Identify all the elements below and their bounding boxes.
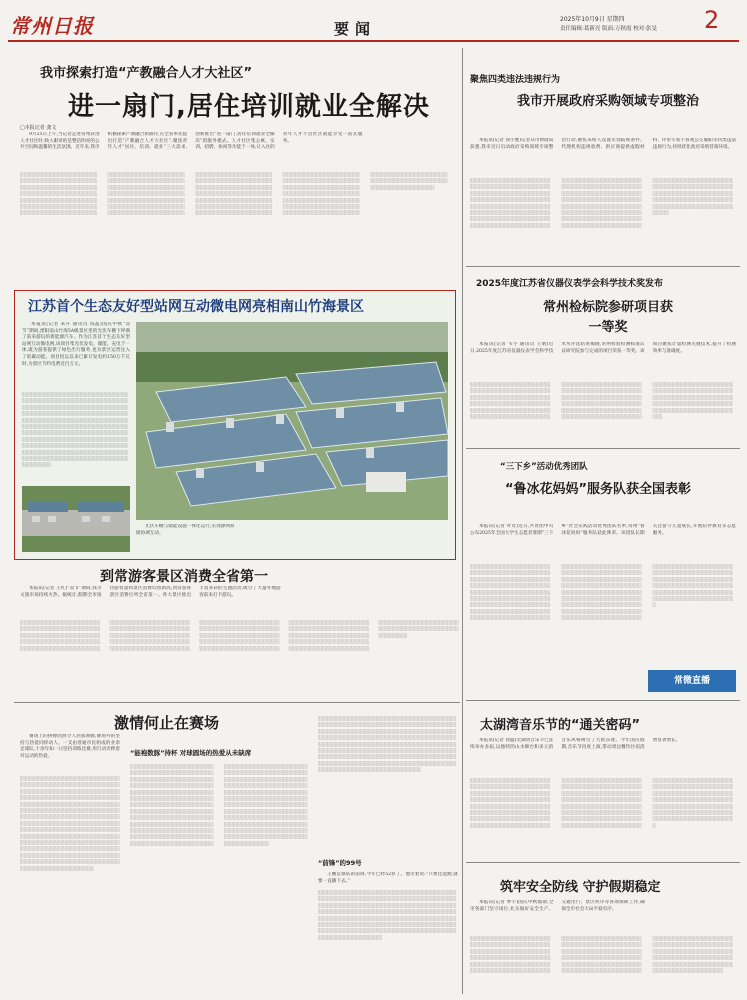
procurement-body-filler: ░░░░░░░░░░░░░░░░░░░░░░░░░░░░░░░░░░░░░░░░░░░░░░░░░░░░░░░░░░░░░░░░░░░░░░░░░░░░░░░░░░░░░░░░░░░░░░░░░░░░░░░░░░░░░░░░░░░░░░░░░░░░░░░░░░░░░░░░░░░░░░░░░░░░░░░░░░░░░░░░░░░░░░░░░░░░░░░░░░░░░░░░░░░░░░░░░░░░░░░░░░░░░░░░░░░░░░░░░░░░░░░░░░░░░░░░░░░░░░░░░░░░░░░░░░░░░░░░░░░░░░░░░░░░░░░░░░░░░░░░░░░░░░░░░░░░░░░░░░░░░░░░░░░░░░░░░░░░░░░░░░░░░░░░░░░░░░░░░░░░░░░░░░░░░░░░░░░░░░░░░░░░░░░░░░░░░░░░░░░░░░░░░░░░░░░░░░░░░░░░░░░░░░░░░░░░░░░░░░░░░░░░░░░░░░░░░░░░░░░░░░░░░░░░░░░░░░░░░░░░░░░░░░░░░░░░░░░░░░░░░░░░░░░░░░░░░░░░░░░░░░░░░░░░░░░░░░░░░░░░░░░░░░░░░░ xyxy=(470,178,734,228)
parking-lot-illustration xyxy=(22,486,130,552)
live-stream-badge[interactable]: 常微直播 xyxy=(648,670,736,692)
solar-carport-photo xyxy=(136,322,448,520)
feature-body-text: 本报讯(记者 朱卉 通讯员 钱晶)国庆中秋“双节”期间,溧阳南山竹海5A级景区里的光伏车棚下停满了前来游玩的新能源汽车。作为江苏首个生态友好型站网互动微电网,该项目集光伏发电、储能、充电于一体,既为游客提供了绿色出行服务,也为景区运营注入了低碳动能。项目投运以来已累计发电约150万千瓦时,为景区节约电费近百万元。 xyxy=(22,322,130,367)
newspaper-logo: 常州日报 xyxy=(10,14,94,38)
sports-col-right-filler: ░░░░░░░░░░░░░░░░░░░░░░░░░░░░░░░░░░░░░░░░░░░░░░░░░░░░░░░░░░░░░░░░░░░░░░░░░░░░░░░░░░░░░░░░░░░░░░░░░░░░░░░░░░░░░░░░░░░░░░░░░░░░░░░░░░░░░░░░░░░░░░░░░░░░░░░░░░░░░░░░░░░░░░░░░░░░░░░░░░░░░░░░░░░░░░░░░░░░░░░░░░░░░░░░░░░░░░░░░░░░░░░░░░░░░░░░░░░░░░░░░░░░░░░░░░░░░░░░░░░░░░░░░░░░░░░░░░░░░░░░░░░░░░░░░░░░░░░░░░░░░░░░░░░░░░░░░░░░░░░░░░░░░░░░░░░░░░░░░░░░░░░░░░░░░░░░░░░░░░░░░░░░░░░░░░░░░░░░ xyxy=(318,716,457,773)
volunteer-body-filler: ░░░░░░░░░░░░░░░░░░░░░░░░░░░░░░░░░░░░░░░░░░░░░░░░░░░░░░░░░░░░░░░░░░░░░░░░░░░░░░░░░░░░░░░░░░░░░░░░░░░░░░░░░░░░░░░░░░░░░░░░░░░░░░░░░░░░░░░░░░░░░░░░░░░░░░░░░░░░░░░░░░░░░░░░░░░░░░░░░░░░░░░░░░░░░░░░░░░░░░░░░░░░░░░░░░░░░░░░░░░░░░░░░░░░░░░░░░░░░░░░░░░░░░░░░░░░░░░░░░░░░░░░░░░░░░░░░░░░░░░░░░░░░░░░░░░░░░░░░░░░░░░░░░░░░░░░░░░░░░░░░░░░░░░░░░░░░░░░░░░░░░░░░░░░░░░░░░░░░░░░░░░░░░░░░░░░░░░░░░░░░░░░░░░░░░░░░░░░░░░░░░░░░░░░░░░░░░░░░░░░░░░░░░░░░░░░░░░░░░░░░░░░░░░░░░░░░░░░░░░░░░░░░░░░░░░░░░░░░░░░░░░░░░░░░░░░░░░░░░░░░░░░░░░░░░░░░░░░░░░░░░░░░░░░░░░░░░░░░░░░░░░░░░░░░░░░░░░░░░░░░░░░░░░░░░░░░░░░░░░░░░░░░░░░░░░░░░░░░░░░░ xyxy=(470,564,734,621)
sports-subheadline: “能袍数豚”持杯 对球圆场的热爱从未缺席 xyxy=(130,749,252,757)
feature-caption-text: 光伏车棚与储能设施一体化运行,实现源网荷储协调互动。 xyxy=(136,524,235,536)
award-body-filler: ░░░░░░░░░░░░░░░░░░░░░░░░░░░░░░░░░░░░░░░░░░░░░░░░░░░░░░░░░░░░░░░░░░░░░░░░░░░░░░░░░░░░░░░░░░░░░░░░░░░░░░░░░░░░░░░░░░░░░░░░░░░░░░░░░░░░░░░░░░░░░░░░░░░░░░░░░░░░░░░░░░░░░░░░░░░░░░░░░░░░░░░░░░░░░░░░░░░░░░░░░░░░░░░░░░░░░░░░░░░░░░░░░░░░░░░░░░░░░░░░░░░░░░░░░░░░░░░░░░░░░░░░░░░░░░░░░░░░░░░░░░░░░░░░░░░░░░░░░░░░░░░░░░░░░░░░░░░░░░░░░░░░░░░░░░░░░░░░░░░░░░░░░░░░░░░░░░░░░░░░░░░░░░░░░░░░░░░░░░░░░░░░░░░░░░░░░░░░░░░░░░░░░░░░░░░░░░░░░░░░░░░░░░░░ xyxy=(470,382,734,420)
sports-body-filler: ░░░░░░░░░░░░░░░░░░░░░░░░░░░░░░░░░░░░░░░░░░░░░░░░░░░░░░░░░░░░░░░░░░░░░░░░░░░░░░░░░░░░░░░░░░░░░░░░░░░░░░░░░░░░░░░░░░░░░░░░░░░░░░░░░░░░░░░░░░░░░░░░░░░░░░░░░░░░░░░░░░░░░░░░░░░░░░░░░░░░░░░░░░░░░░░░░░░░░░░░░░░░░░░░░░░░░░░░░░░░░░░░░░░░░░░░░░░░░░░░░░░░░░░░░░░░░░░░░░░░░░░░░░░░░░░░░░░░░░░░░░░░░░░░░░░░░░░░░░░░░░░░░░░░░░░░░░░░░░░░░░░░░░░░░░░░░░░░░░░░░░░░░░░░░░░░░░░░░░░░░░░░░░░░░░░░░░░░░░░░░░░░░░░░░░░░░░░░░░░░░░░░░░░░░░░░░░░░░░░░░░░░░░░░░░░░░░░░░░░░░░░░░░░░░░░░░░░░░ xyxy=(20,776,120,871)
music-body-text: 本报讯(记者 徐盛)太湖湾音乐节已连续举办多届,以独特的山水舞台和多元的音乐风格吸引了大批乐迷。今年国庆假期,音乐节再度上演,带动周边餐饮住宿消费显著增长。 xyxy=(470,738,681,750)
sports-headline: 激情何止在赛场 xyxy=(114,714,220,732)
divider-safety xyxy=(466,862,740,863)
lead-body-text: 9月25日上午,当记者走进常州武进人才社区时,映入眼帘的是整洁明亮的公共空间和温馨的生活氛围。近年来,我市积极探索产教融合新路径,在全省率先提出打造“产教融合人才大社区”,聚焦青年人才“居住、培训、就业”三大需求,创新推出“进一扇门,居住培训就业全解决”的服务模式。人才社区集公寓、实训、招聘、休闲等功能于一体,让入住的青年人才不出社区就能享受一站式服务。 xyxy=(20,132,363,151)
lead-byline: □本报记者 龚文 xyxy=(20,125,57,131)
feature-body-filler: ░░░░░░░░░░░░░░░░░░░░░░░░░░░░░░░░░░░░░░░░░░░░░░░░░░░░░░░░░░░░░░░░░░░░░░░░░░░░░░░░░░░░░░░░░░░░░░░░░░░░░░░░░░░░░░░░░░░░░░░░░░░░░░░░░░░░░░░░░░░░░░░░░░░░░░░░░░░░░░░░░░░░░░░░░░░░░░░░░░░░░░░░░░░░░░░░░░░░░░░░░░░░░░░░░░░░░░░░░░░░░░░░░░░░░░░░░░░░░░░░░░░░░░░░░░░░░░░░░░░░░░░░░░░░░░░░░░░░░░░░░░░░░░░░░░░░░░░░░░░░░░░░░░░░░░░░░░░░░░░░░░░░░░░░░░░░░░░░░░░░░░░░░░░░░░░░░░░░░░░░░░░░░░░░░░░░ xyxy=(22,392,129,468)
masthead-rule xyxy=(8,40,739,42)
lead-body-filler: ░░░░░░░░░░░░░░░░░░░░░░░░░░░░░░░░░░░░░░░░░░░░░░░░░░░░░░░░░░░░░░░░░░░░░░░░░░░░░░░░░░░░░░░░░░░░░░░░░░░░░░░░░░░░░░░░░░░░░░░░░░░░░░░░░░░░░░░░░░░░░░░░░░░░░░░░░░░░░░░░░░░░░░░░░░░░░░░░░░░░░░░░░░░░░░░░░░░░░░░░░░░░░░░░░░░░░░░░░░░░░░░░░░░░░░░░░░░░░░░░░░░░░░░░░░░░░░░░░░░░░░░░░░░░░░░░░░░░░░░░░░░░░░░░░░░░░░░░░░░░░░░░░░░░░░░░░░░░░░░░░░░░░░░░░░░░░░░░░░░░░░░░░░░░░░░░░░░░░░░░░░░░░░░░░░░░░░░░░░░░░░░░░░░░░░░░░░░░░░░░░░░░░░░░░░░░░░░░░░░░░░░░░░░░░░░░░░░░░░░░░░░░░░░░░░░░░░░░░░░░░░░░░░░░░░░░░░░░░░░░░░░░░░░░░░░░░░░░░░░░░░░░░░░░░░░░░░░░░░░░░░░░░░░░░░░░░░░░░░░░░░░░░░░░░░░░░░░░░░░░░░░░░░░░░░░░░░░░░░░░░░░░░░░░░░░░░░░░░░░░░░░░░░░░░░░░░░░░░░░░░░░░░░░░░░░░░░░░░░░░░░░░░░░░░░░░░░░░░░░░░░░░░░░░░░░░░░░░░░░░░░░░░░░░░░░░░░░░░░░░░░░░░░░░░░░░░░░░░░░░░░░░░░░░░░░░░░░░░░░░ xyxy=(20,172,448,216)
column-divider xyxy=(462,48,463,994)
sports-body-text: 赛场上的拼搏固然令人热血沸腾,赛场外的坚持与热爱同样动人。一支由普通市民组成的业余足球队,十余年如一日坚持训练比赛,用行动诠释着对运动的热爱。 xyxy=(20,734,120,759)
feature-headline: 江苏首个生态友好型站网互动微电网亮相南山竹海景区 xyxy=(28,299,364,315)
safety-body-filler: ░░░░░░░░░░░░░░░░░░░░░░░░░░░░░░░░░░░░░░░░░░░░░░░░░░░░░░░░░░░░░░░░░░░░░░░░░░░░░░░░░░░░░░░░░░░░░░░░░░░░░░░░░░░░░░░░░░░░░░░░░░░░░░░░░░░░░░░░░░░░░░░░░░░░░░░░░░░░░░░░░░░░░░░░░░░░░░░░░░░░░░░░░░░░░░░░░░░░░░░░░░░░░░░░░░░░░░░░░░░░░░░░░░░░░░░░░░░░░░░░░░░░░░░░░░░░░░░░░░░░░░░░░░░░░░░░░░░░░░░░░░░░░░░░░░░░░░░░░░░░░░░░░░░░░░░░░░░░░░░░░░░░░░░░░░░░░░░░░░░░░░░░░░░░░░░░░░░░░░░░░░░░░░░░░░░░░░░░░░░░░░░░░░░░░░░░░░░░░░░░░░░░░░░░░░░░░░░░░░░░░░░░░░░░░░░░░░░░░░░░░░░░░░░ xyxy=(470,936,734,974)
music-body-filler: ░░░░░░░░░░░░░░░░░░░░░░░░░░░░░░░░░░░░░░░░░░░░░░░░░░░░░░░░░░░░░░░░░░░░░░░░░░░░░░░░░░░░░░░░░░░░░░░░░░░░░░░░░░░░░░░░░░░░░░░░░░░░░░░░░░░░░░░░░░░░░░░░░░░░░░░░░░░░░░░░░░░░░░░░░░░░░░░░░░░░░░░░░░░░░░░░░░░░░░░░░░░░░░░░░░░░░░░░░░░░░░░░░░░░░░░░░░░░░░░░░░░░░░░░░░░░░░░░░░░░░░░░░░░░░░░░░░░░░░░░░░░░░░░░░░░░░░░░░░░░░░░░░░░░░░░░░░░░░░░░░░░░░░░░░░░░░░░░░░░░░░░░░░░░░░░░░░░░░░░░░░░░░░░░░░░░░░░░░░░░░░░░░░░░░░░░░░░░░░░░░░░░░░░░░░░░░░░░░░░░░░░░░░░░░░░░░░░░░░░░░░░░░░░░░░░░░░░░░░░░░░░░░░░░░░░░░░░░░░░░░░░░░░░░░░░░░░░░░░░░░░░░░░░░░░░░░░░░░░░░░░░░░░░░░░░░░░░░░░░░░░░░░░░░░░░░░░░░░░░░░░░░░░░░░░░░░░░░ xyxy=(470,778,734,828)
page-number: 2 xyxy=(704,6,720,34)
divider-music xyxy=(466,700,740,701)
section-title: 要闻 xyxy=(334,20,377,38)
consumption-body-filler: ░░░░░░░░░░░░░░░░░░░░░░░░░░░░░░░░░░░░░░░░░░░░░░░░░░░░░░░░░░░░░░░░░░░░░░░░░░░░░░░░░░░░░░░░░░░░░░░░░░░░░░░░░░░░░░░░░░░░░░░░░░░░░░░░░░░░░░░░░░░░░░░░░░░░░░░░░░░░░░░░░░░░░░░░░░░░░░░░░░░░░░░░░░░░░░░░░░░░░░░░░░░░░░░░░░░░░░░░░░░░░░░░░░░░░░░░░░░░░░░░░░░░░░░░░░░░░░░░░░░░░░░░░░░░░░░░░░░░░░░░░░░░░░░░░░░░░░░░░░░░░░░░░░░░░░░░░░░░░░░░░░░░░░░░░░░░░░░░░░░░░░░░░░░░░░░░░░░░░░░░░░░░░░░░░░░░░░░░░░░░░░░░░░░░░░░░░░░░░░░░░░░░░░░░░░░░░░░░░░░░░░░░░░░░░░░░░░░░░░░░░░░░░░░░░░░░░░░░░░░░░░░░░░░░░░░░░░░░░░░░░░░░░░░░░░░░░░░░░░░░░░░░░░░░░░░░░░░░░░░░░░░░░░░░░░░░░░░░░░░░░░░░░░░░░░░░░░░░░░░ xyxy=(20,620,459,651)
weekday-text: 星期四 xyxy=(606,16,625,23)
procurement-kicker: 聚焦四类违法违规行为 xyxy=(470,75,561,85)
volunteer-body-text: 本报讯(记者 叶奇)近日,共青团中央公布2025年全国大学生志愿者暑期“三下乡”社会实践活动优秀团队名单,常州“鲁冰花妈妈”服务队获此殊荣。该团队长期关注留守儿童成长,开展陪伴教育等志愿服务。 xyxy=(470,524,736,536)
feature-caption xyxy=(136,524,448,554)
lead-kicker: 我市探索打造“产教融合人才大社区” xyxy=(40,66,253,81)
safety-headline: 筑牢安全防线 守护假期稳定 xyxy=(500,880,661,895)
divider-volunteer xyxy=(466,448,740,449)
date-text: 2025年10月9日 xyxy=(560,16,605,23)
procurement-headline: 我市开展政府采购领域专项整治 xyxy=(516,94,699,109)
consumption-body-text: 本报讯(记者 王红)“双节”期间,我市文旅市场持续火热。据统计,假期全市接待游客量和景区消费均创新高,到常游客景区消费位列全省第一。各大景区推出丰富多彩的主题活动,吸引了大量外地游客前来打卡游玩。 xyxy=(20,586,281,598)
consumption-headline: 到常游客景区消费全省第一 xyxy=(100,569,268,585)
music-headline: 太湖湾音乐节的“通关密码” xyxy=(480,718,641,733)
volunteer-kicker: “三下乡”活动优秀团队 xyxy=(500,462,588,472)
divider-award xyxy=(466,266,740,267)
safety-body-text: 本报讯(记者 季宇)国庆中秋假期,全市各部门坚守岗位,扎实做好安全生产、交通出行、景区秩序等各项保障工作,确保全市社会大局平稳有序。 xyxy=(470,900,645,912)
award-kicker: 2025年度江苏省仪器仪表学会科学技术奖发布 xyxy=(476,279,664,289)
sports-body-col2: ░░░░░░░░░░░░░░░░░░░░░░░░░░░░░░░░░░░░░░░░░░░░░░░░░░░░░░░░░░░░░░░░░░░░░░░░░░░░░░░░░░░░░░░░░░░░░░░░░░░░░░░░░░░░░░░░░░░░░░░░░░░░░░░░░░░░░░░░░░░░░░░░░░░░░░░░░░░░░░░░░░░░░░░░░░░░░░░░░░░░░░░░░░░░░░░░░░░░░░░░░░░░░░░░░░░░░░░░░░░░░░░░░░░░░░░░░░░░░░░░░░░░░░░░░░░░░░░░░░░░░░░░░░░░░░░░░░░░░░░░░░░░░░░░░░░░░░░░░░░░░░░░░░░░░░░░░░░░░░░░░░░░░░░░░░░░░░░░░░░░░░░░░░░░░░░░░░░░░░░░░░░░░░░░░░░░░░░░░░░░░░░░░░░░░░░░░░░░░░░░░░░░░░░░░░░░░░░░░░░░░░░░░░░░░░░░░░░░░░░░░░░░░░░░░░░░░░░░░░░░░░░░░░░░░░░░░░░░░░░░░░░░░░░░░░░░░░░░░░░░░░░░░░░░░░░░░░░░░░░░░░░░░░░░░░░░░░░░░░░░░░░░░░░░░░░░░░░░░░░░░░░░░░░░░░░░░░░░░░░░░░░░░░░░░░░░░░░░░░░░░░░░░░░░░░░░░░░░░░░░░░░░░░░░░░░░░░░░░░░░░░░░░░░░░░░░░░░░░░░░░░░░ xyxy=(130,764,308,846)
volunteer-headline: “鲁冰花妈妈”服务队获全国表彰 xyxy=(504,482,692,497)
procurement-body-text: 本报讯(记者 徐小雅)记者从市财政局获悉,我市近日启动政府采购领域专项整治行动,聚焦采购人设置差别歧视条件、代理机构违规收费、供应商提供虚假材料、评审专家不客观公正履职等四类违法违规行为,持续优化政府采购营商环境。 xyxy=(470,138,736,150)
sports-side-filler: ░░░░░░░░░░░░░░░░░░░░░░░░░░░░░░░░░░░░░░░░░░░░░░░░░░░░░░░░░░░░░░░░░░░░░░░░░░░░░░░░░░░░░░░░░░░░░░░░░░░░░░░░░░░░░░░░░░░░░░░░░░░░░░░░░░░░░░░░░░░░░░░░░░░░░░░░░░░░░░░░░░░░░░░░░░░░░░░░░░░░░░░░░░░░░░░░░░░░░░░░░░░░░░░░░░░░░░░░░░░░░░░░░░░░░░░░░░░░░░░░░░░░░░░░░░░░░░░░░░░░░░░░░░░░░░░░░░░░░░░░░░░░░░░░░░░░░░░░░░░░░░░░░░░░░░░░░░░░░░░░░ xyxy=(318,890,457,940)
divider-sports xyxy=(14,702,460,703)
award-headline: 常州检标院参研项目获一等奖 xyxy=(542,300,673,335)
award-body-text: 本报讯(记者 韦宇 通讯员 王婧)近日,2025年度江苏省仪器仪表学会科学技术奖评选结果揭晓,常州检验检测标准认证研究院参与完成的项目荣获一等奖。该项目聚焦计量检测关键技术,提升了检测效率与准确度。 xyxy=(470,342,736,354)
editor-credits: 责任编辑:葛新亮 版面:万秋霞 校对:张旻 xyxy=(560,26,658,32)
sports-side-headline: “前锋”的99号 xyxy=(318,859,362,867)
sports-side-body-text: 王鹏是球队的前锋,今年已经52岁了。他笑着说:“只要还能跑,就要一直踢下去。” xyxy=(318,872,458,884)
parking-lot-photo xyxy=(22,486,130,552)
solar-carport-illustration xyxy=(136,322,448,520)
lead-headline: 进一扇门,居住培训就业全解决 xyxy=(68,92,430,122)
issue-date xyxy=(560,14,625,23)
